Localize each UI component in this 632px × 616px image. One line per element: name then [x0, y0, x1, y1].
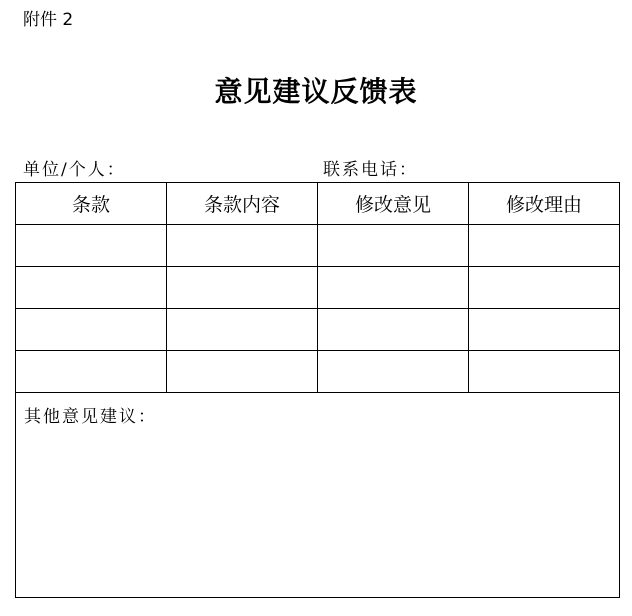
attachment-label: 附件 2 [23, 10, 74, 30]
table-cell[interactable] [16, 267, 167, 309]
table-row [16, 225, 620, 267]
phone-label: 联系电话： [323, 160, 418, 180]
table-cell[interactable] [167, 351, 318, 393]
other-suggestions-label: 其他意见建议： [24, 407, 157, 427]
header-clause-content: 条款内容 [167, 183, 318, 225]
table-row [16, 309, 620, 351]
table-cell[interactable] [318, 267, 469, 309]
table-header-row [16, 183, 620, 225]
table-row [16, 267, 620, 309]
table-cell[interactable] [469, 351, 620, 393]
table-cell[interactable] [167, 309, 318, 351]
table-cell[interactable] [167, 225, 318, 267]
table-cell[interactable] [318, 351, 469, 393]
feedback-table [15, 182, 620, 598]
header-revision-reason: 修改理由 [469, 183, 620, 225]
table-cell[interactable] [469, 225, 620, 267]
header-revision-opinion: 修改意见 [318, 183, 469, 225]
page-title: 意见建议反馈表 [214, 75, 418, 108]
table-cell[interactable] [469, 309, 620, 351]
table-cell[interactable] [16, 225, 167, 267]
table-cell[interactable] [16, 309, 167, 351]
other-suggestions-row [16, 393, 620, 598]
table-cell[interactable] [167, 267, 318, 309]
header-clause: 条款 [16, 183, 167, 225]
table-cell[interactable] [16, 351, 167, 393]
table-cell[interactable] [318, 225, 469, 267]
table-cell[interactable] [469, 267, 620, 309]
other-suggestions-cell[interactable] [16, 393, 620, 598]
table-cell[interactable] [318, 309, 469, 351]
table-row [16, 351, 620, 393]
unit-label: 单位/个人： [23, 160, 126, 180]
